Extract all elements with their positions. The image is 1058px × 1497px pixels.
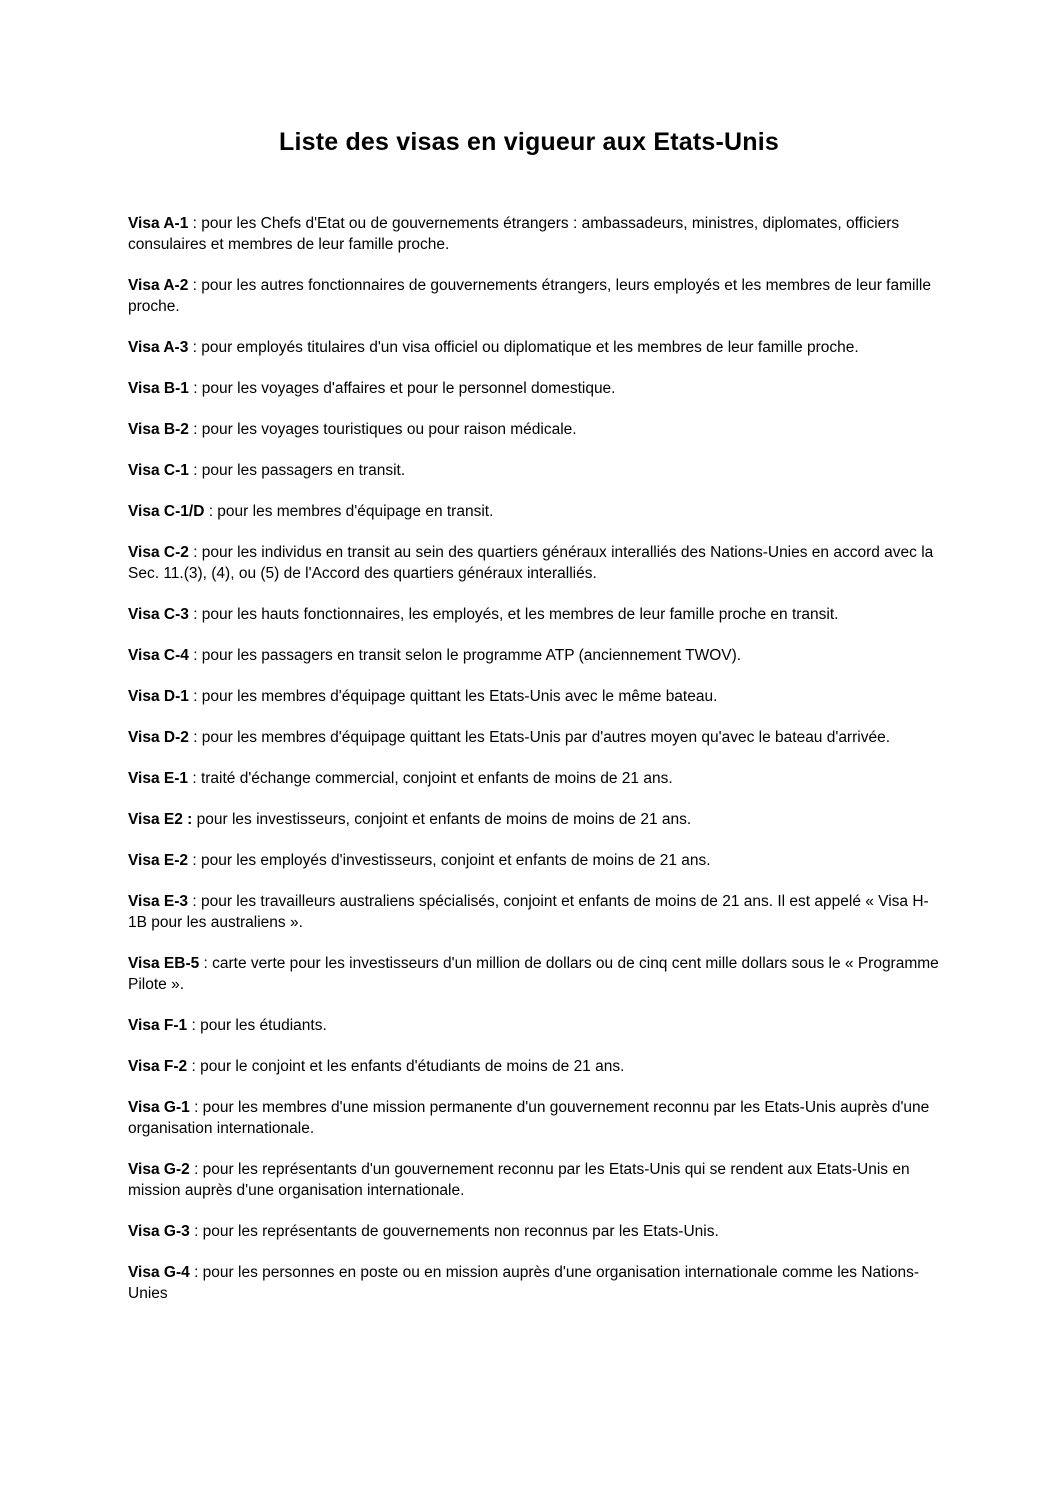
visa-entry-c-3 bbox=[128, 604, 940, 625]
visa-entry-c-1d bbox=[128, 501, 940, 522]
visa-label: Visa C-4 bbox=[128, 647, 189, 664]
visa-entry-a-3 bbox=[128, 337, 940, 358]
visa-label: Visa C-3 bbox=[128, 606, 189, 623]
visa-entry-b-1 bbox=[128, 378, 940, 399]
visa-description: : pour les hauts fonctionnaires, les employés, et les membres de leur famille proche en transit. bbox=[188, 606, 839, 623]
visa-entry-c-1 bbox=[128, 460, 940, 481]
visa-label: Visa B-1 bbox=[128, 380, 189, 397]
visa-entry-e-1 bbox=[128, 768, 940, 789]
visa-label: Visa D-1 bbox=[128, 688, 189, 705]
visa-label: Visa A-2 bbox=[128, 277, 189, 294]
visa-description: : pour les membres d'équipage quittant les Etats-Unis par d'autres moyen qu'avec le bateau d'arrivée. bbox=[188, 729, 891, 746]
visa-description: : pour les membres d'équipage en transit. bbox=[204, 503, 494, 520]
visa-entry-g-2 bbox=[128, 1159, 940, 1201]
visa-label: Visa E-1 bbox=[128, 770, 189, 787]
visa-label: Visa A-1 bbox=[128, 215, 189, 232]
visa-entry-d-2 bbox=[128, 727, 940, 748]
visa-description: : carte verte pour les investisseurs d'un million de dollars ou de cinq cent mille dollars sous le « Programme Pilote ». bbox=[128, 955, 939, 993]
visa-entry-g-1 bbox=[128, 1097, 940, 1139]
visa-description: : pour les voyages d'affaires et pour le personnel domestique. bbox=[188, 380, 616, 397]
visa-description: pour les investisseurs, conjoint et enfants de moins de moins de 21 ans. bbox=[192, 811, 692, 828]
visa-label: Visa D-2 bbox=[128, 729, 189, 746]
visa-entry-e-3 bbox=[128, 891, 940, 933]
visa-entry-f-2 bbox=[128, 1056, 940, 1077]
visa-description: : pour les membres d'équipage quittant les Etats-Unis avec le même bateau. bbox=[188, 688, 718, 705]
visa-entry-c-2 bbox=[128, 542, 940, 584]
visa-entry-d-1 bbox=[128, 686, 940, 707]
visa-entry-eb-5 bbox=[128, 953, 940, 995]
visa-label: Visa A-3 bbox=[128, 339, 189, 356]
visa-label: Visa G-2 bbox=[128, 1161, 190, 1178]
visa-label: Visa C-1/D bbox=[128, 503, 205, 520]
visa-description: : pour employés titulaires d'un visa officiel ou diplomatique et les membres de leur famille proche. bbox=[188, 339, 859, 356]
visa-label: Visa E2 : bbox=[128, 811, 193, 828]
visa-entry-c-4 bbox=[128, 645, 940, 666]
visa-description: : pour les passagers en transit. bbox=[188, 462, 406, 479]
visa-entry-g-3 bbox=[128, 1221, 940, 1242]
visa-label: Visa C-1 bbox=[128, 462, 189, 479]
visa-entry-f-1 bbox=[128, 1015, 940, 1036]
visa-description: : pour les employés d'investisseurs, conjoint et enfants de moins de 21 ans. bbox=[188, 852, 711, 869]
visa-entry-a-1 bbox=[128, 213, 940, 255]
page-title: Liste des visas en vigueur aux Etats-Unis bbox=[278, 128, 780, 156]
visa-description: : pour les représentants de gouvernements non reconnus par les Etats-Unis. bbox=[189, 1223, 719, 1240]
visa-label: Visa G-1 bbox=[128, 1099, 190, 1116]
visa-description: : pour les membres d'une mission permanente d'un gouvernement reconnu par les Etats-Unis auprès d'une organisation internationale. bbox=[128, 1099, 930, 1137]
visa-entry-e2 bbox=[128, 809, 940, 830]
visa-description: : traité d'échange commercial, conjoint et enfants de moins de 21 ans. bbox=[188, 770, 673, 787]
visa-description: : pour les Chefs d'Etat ou de gouvernements étrangers : ambassadeurs, ministres, diplomates, officiers consulaires et membres de leur famille proche. bbox=[128, 215, 900, 253]
visa-entry-b-2 bbox=[128, 419, 940, 440]
visa-label: Visa G-4 bbox=[128, 1264, 190, 1281]
visa-description: : pour les passagers en transit selon le programme ATP (anciennement TWOV). bbox=[188, 647, 742, 664]
visa-entry-e-2 bbox=[128, 850, 940, 871]
visa-description: : pour les étudiants. bbox=[187, 1017, 327, 1034]
visa-label: Visa F-1 bbox=[128, 1017, 188, 1034]
visa-label: Visa C-2 bbox=[128, 544, 189, 561]
visa-label: Visa EB-5 bbox=[128, 955, 200, 972]
visa-label: Visa E-2 bbox=[128, 852, 189, 869]
visa-description: : pour les personnes en poste ou en mission auprès d'une organisation internationale comme les Nations-Unies bbox=[128, 1264, 920, 1302]
visa-entry-g-4 bbox=[128, 1262, 940, 1304]
visa-description: : pour les représentants d'un gouvernement reconnu par les Etats-Unis qui se rendent aux Etats-Unis en mission auprès d'une organisation internationale. bbox=[128, 1161, 910, 1199]
visa-description: : pour le conjoint et les enfants d'étudiants de moins de 21 ans. bbox=[187, 1058, 625, 1075]
visa-label: Visa F-2 bbox=[128, 1058, 188, 1075]
visa-label: Visa B-2 bbox=[128, 421, 189, 438]
visa-description: : pour les autres fonctionnaires de gouvernements étrangers, leurs employés et les membres de leur famille proche. bbox=[128, 277, 931, 315]
visa-label: Visa G-3 bbox=[128, 1223, 190, 1240]
visa-description: : pour les travailleurs australiens spécialisés, conjoint et enfants de moins de 21 ans. Il est appelé « Visa H-1B pour les australiens ». bbox=[128, 893, 929, 931]
visa-entry-a-2 bbox=[128, 275, 940, 317]
visa-label: Visa E-3 bbox=[128, 893, 189, 910]
visa-description: : pour les voyages touristiques ou pour raison médicale. bbox=[188, 421, 577, 438]
visa-description: : pour les individus en transit au sein des quartiers généraux interalliés des Nations-Unies en accord avec la Sec. 11.(3), (4), ou (5) de l'Accord des quartiers généraux interalliés. bbox=[128, 544, 934, 582]
visa-list bbox=[128, 213, 940, 1324]
